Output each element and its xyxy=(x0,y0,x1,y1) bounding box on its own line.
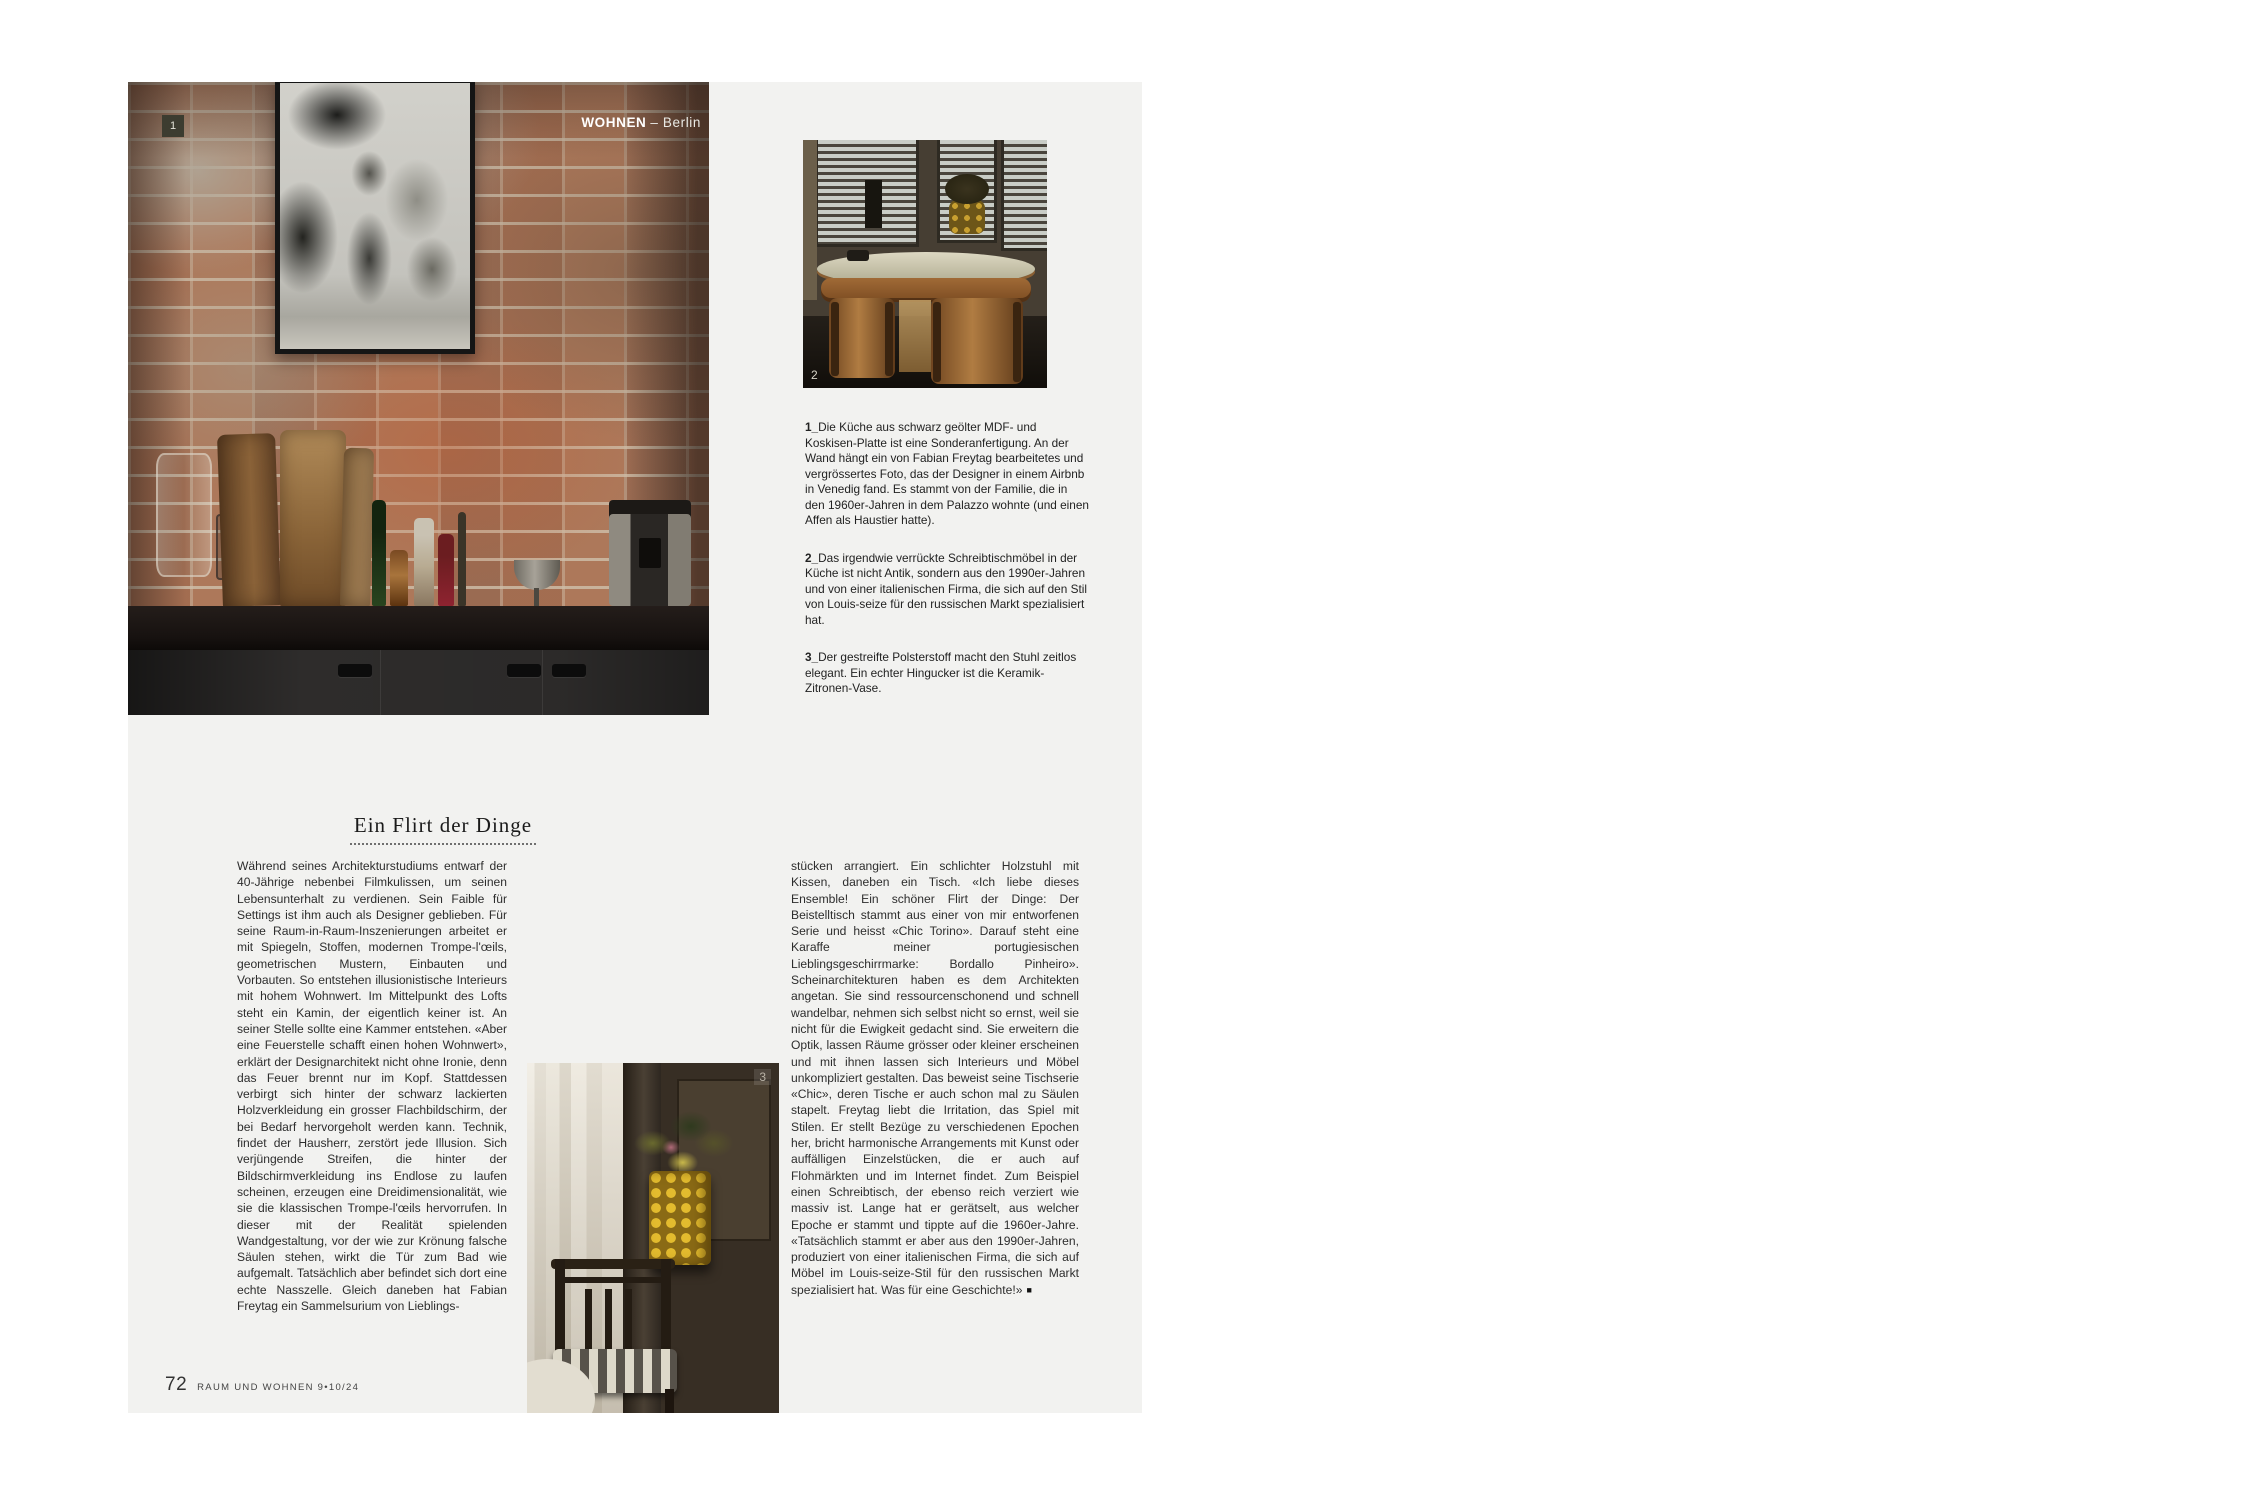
metal-coupe-glass xyxy=(514,560,560,590)
magazine-page xyxy=(128,82,1142,1413)
photo-ornate-desk xyxy=(803,140,1047,388)
photo2-number-label: 2 xyxy=(811,368,818,382)
window-blinds xyxy=(1001,140,1047,251)
curtain-strip xyxy=(803,140,817,300)
caption-3-number: 3_ xyxy=(805,650,819,664)
cabinet-shading xyxy=(128,650,709,715)
desk-pedestal-left xyxy=(829,298,895,378)
monitor-silhouette xyxy=(865,180,882,228)
body-text-right: stücken arrangiert. Ein schlichter Holzstuhl mit Kissen, daneben ein Tisch. «Ich liebe dieses Ensemble! Ein schöner Flirt der Dinge: Der Beistelltisch stammt aus einer von mir entworfenen Serie und heisst «Chic Torino». Darauf steht eine Karaffe meiner portugiesischen Lieblingsgeschirrmarke: Bordallo Pinheiro». Scheinarchitekturen haben es dem Architekten angetan. Sie sind ressourcenschonend und schnell wandelbar, nehmen sich selbst nicht so ernst, weil sie nicht für die Ewigkeit gedacht sind. Sie erweitern die Optik, lassen Räume grösser oder kleiner erscheinen und mit ihnen lassen sich Interieurs und Möbel unkompliziert gestalten. Das beweist seine Tischserie «Chic», deren Tische er auch schon mal zu Säulen stapelt. Freytag liebt die Irritation, das Spiel mit Stilen. Er stellt Bezüge zu verschiedenen Epochen her, bricht harmonische Arrangements mit Kunst oder auffälligen Einzelstücken, die er auch auf Flohmärkten und im Internet findet. Zum Beispiel einen Schreibtisch, der ebenso reich verziert wie massiv ist. Lange hat er gerätselt, aus welcher Epoche er stammt und tippte auf die 1960er-Jahre. «Tatsächlich stammt er aber aus den 1990er-Jahren, produziert von einer italienischen Firma, die sich auf Möbel im Louis-seize-Stil für den russischen Markt spezialisiert hat. Was für eine Geschichte!» xyxy=(791,859,1079,1297)
caption-2-text: Das irgendwie verrückte Schreibtischmöbel in der Küche ist nicht Antik, sondern aus den 1990er-Jahren und von einer italienischen Firma, die sich auf den Stil von Louis-seize für den russischen Markt spezialisiert hat. xyxy=(805,550,1087,627)
caption-1-number: 1_ xyxy=(805,420,819,434)
flower-arrangement xyxy=(627,1097,743,1181)
bottle xyxy=(372,500,386,606)
photo-chair-lemon-vase xyxy=(527,1063,779,1413)
photo-captions xyxy=(805,420,1089,719)
cutting-board xyxy=(280,430,346,606)
photo3-number-label: 3 xyxy=(754,1069,771,1085)
bottle xyxy=(438,534,454,606)
cutting-board xyxy=(217,433,281,607)
cabinet-seam xyxy=(542,650,543,715)
article-headline-wrap xyxy=(237,813,649,845)
caption-2-number: 2_ xyxy=(805,550,819,565)
section-title: WOHNEN xyxy=(581,115,647,130)
chair-leg xyxy=(665,1389,674,1413)
cabinet-seam xyxy=(380,650,381,715)
fruit-vase xyxy=(949,200,985,234)
cabinet-handle xyxy=(338,664,372,677)
bottle xyxy=(414,518,434,606)
end-mark: ■ xyxy=(1026,1284,1032,1295)
desk-center-panel xyxy=(899,300,931,372)
bottle xyxy=(390,550,408,606)
chair-slat xyxy=(585,1289,592,1349)
bottle xyxy=(458,512,466,606)
page-footer xyxy=(165,1374,565,1396)
chair-slat xyxy=(625,1289,632,1349)
magazine-issue-label: RAUM UND WOHNEN 9•10/24 xyxy=(197,1382,360,1393)
page-number: 72 xyxy=(165,1374,188,1395)
caption-3-text: Der gestreifte Polsterstoff macht den Stuhl zeitlos elegant. Ein echter Hingucker ist die Keramik-Zitronen-Vase. xyxy=(805,650,1077,695)
chair-rail xyxy=(555,1277,671,1283)
photo-kitchen-brick-wall xyxy=(128,82,709,715)
section-location: – Berlin xyxy=(650,115,701,130)
caption-1-text: Die Küche aus schwarz geölter MDF- und Koskisen-Platte ist eine Sonderanfertigung. An der Wand hängt ein von Fabian Freytag bearbeitetes und vergrössertes Foto, das der Designer in einem Airbnb in Venedig fand. Es stammt von der Familie, die in den 1960er-Jahren in dem Palazzo wohnte (und einen Affen als Haustier hatte). xyxy=(805,420,1089,527)
desk-object xyxy=(847,250,869,261)
caption-2 xyxy=(805,551,1089,629)
cabinet-handle xyxy=(507,664,541,677)
article-headline: Ein Flirt der Dinge xyxy=(350,813,536,845)
caption-3 xyxy=(805,650,1089,697)
chair-slat xyxy=(605,1289,612,1349)
counter-top xyxy=(128,606,709,650)
espresso-machine xyxy=(609,500,691,606)
section-header xyxy=(428,115,701,130)
caption-1 xyxy=(805,420,1089,529)
photo1-number-badge: 1 xyxy=(162,115,184,137)
glass-hurricane-candle xyxy=(156,453,212,577)
cutting-board xyxy=(340,448,374,607)
body-text-left: Während seines Architekturstudiums entwarf der 40-Jährige nebenbei Filmkulissen, um seinen Lebensunterhalt zu verdienen. Sein Faible für Settings ist ihm auch als Designer geblieben. Für seine Raum-in-Raum-Inszenierungen arbeitet er mit Spiegeln, Stoffen, modernen Trompe-l'œils, geometrischen Mustern, Einbauten und Vorbauten. So entstehen illusionistische Interieurs mit hohem Wohnwert. Im Mittelpunkt des Lofts steht ein Kamin, der eigentlich keiner ist. An seiner Stelle sollte eine Kammer entstehen. «Aber eine Feuerstelle schafft einen hohen Wohnwert», erklärt der Designarchitekt nicht ohne Ironie, denn das Feuer brennt nur im Kopf. Stattdessen verbirgt sich hinter der schwarz lackierten Holzverkleidung ein grosser Flachbildschirm, der bei Bedarf hervorgeholt werden kann. Technik, findet der Hausherr, zerstört jede Illusion. Sich verjüngende Streifen, die hinter der Bildschirmverkleidung ins Endlose zu laufen scheinen, erzeugen eine Dreidimensionalität, wie sie die klassischen Trompe-l'œils hervorrufen. In dieser mit der Realität spielenden Wandgestaltung, vor der wie zur Krönung falsche Säulen stehen, wirkt die Tür zum Bad wie aufgemalt. Tatsächlich aber befindet sich dort eine echte Nasszelle. Gleich daneben hat Fabian Freytag ein Sammelsurium von Lieblings- xyxy=(237,859,507,1314)
lemon-ceramic-vase xyxy=(649,1171,711,1265)
black-kitchen-counter xyxy=(128,606,709,715)
desk-pedestal-right xyxy=(931,298,1023,384)
cabinet-handle xyxy=(552,664,586,677)
chair-top-rail xyxy=(551,1259,675,1269)
